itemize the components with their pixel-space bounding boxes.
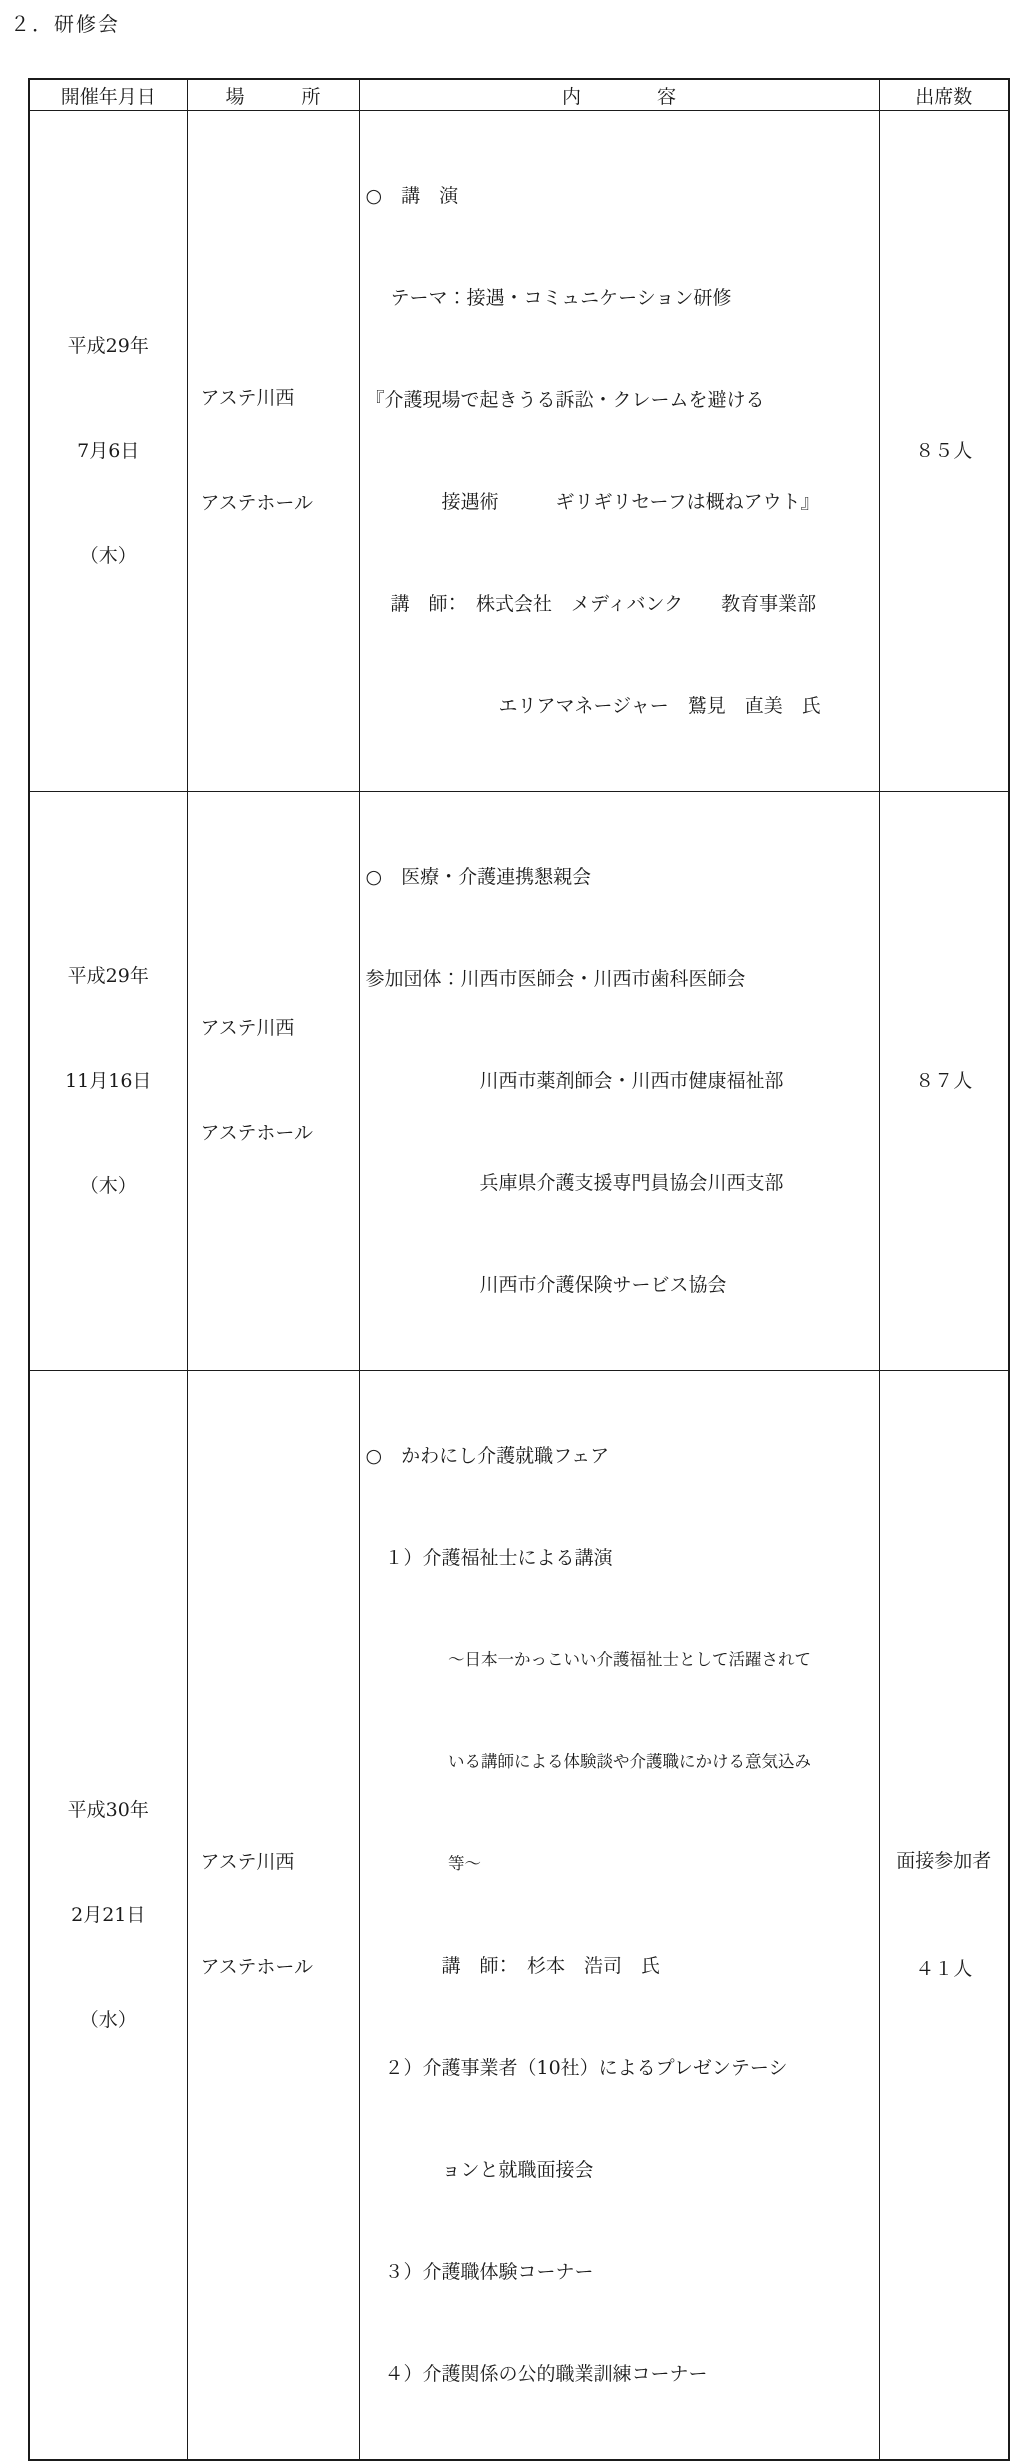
- date-line: 11月16日: [65, 1069, 152, 1092]
- place-cell: [187, 792, 359, 1371]
- training-sessions-table: [28, 78, 1010, 2461]
- date-line: 平成30年: [67, 1798, 149, 1821]
- content-line: ○ かわにし介護就職フェア: [365, 1445, 610, 1467]
- date-line: （水）: [79, 2008, 137, 2031]
- attendance-label: 面接参加者: [896, 1850, 992, 1872]
- content-line: ○ 講 演: [365, 185, 459, 207]
- attendance-cell: [879, 792, 1009, 1371]
- date-line: 7月6日: [77, 439, 140, 462]
- date-line: （木）: [79, 544, 137, 567]
- col-header-place: 場 所: [187, 79, 359, 111]
- content-line: ４）介護関係の公的職業訓練コーナー: [365, 2363, 708, 2385]
- date-line: 2月21日: [71, 1903, 146, 1926]
- place-cell: [187, 1371, 359, 2461]
- place-line: アステ川西: [200, 387, 295, 409]
- content-line: テーマ：接遇・コミュニケーション研修: [365, 287, 732, 309]
- col-header-date: 開催年月日: [29, 79, 187, 111]
- content-line: 川西市介護保険サービス協会: [365, 1274, 727, 1296]
- attendance-count: ４１人: [915, 1958, 973, 1980]
- col-header-content: 内 容: [359, 79, 879, 111]
- table-header-row: [29, 79, 1009, 111]
- content-line: ２）介護事業者（10社）によるプレゼンテーシ: [365, 2057, 788, 2079]
- table-row: [29, 1371, 1009, 2461]
- place-line: アステ川西: [200, 1851, 295, 1873]
- content-cell: [359, 1371, 879, 2461]
- place-line: アステ川西: [200, 1017, 295, 1039]
- date-line: 平成29年: [67, 334, 149, 357]
- attendance-cell: [879, 1371, 1009, 2461]
- content-line: 参加団体：川西市医師会・川西市歯科医師会: [365, 968, 746, 990]
- date-cell: [29, 792, 187, 1371]
- place-line: アステホール: [200, 492, 313, 514]
- content-line: 講 師： 株式会社 メディバンク 教育事業部: [365, 593, 817, 615]
- content-line: ○ 医療・介護連携懇親会: [365, 866, 592, 888]
- date-cell: [29, 1371, 187, 2461]
- place-line: アステホール: [200, 1122, 313, 1144]
- content-line: 『介護現場で起きうる訴訟・クレームを避ける: [365, 389, 765, 411]
- document-title: ２．研修会: [10, 12, 120, 36]
- attendance-cell: [879, 111, 1009, 792]
- content-line: 兵庫県介護支援専門員協会川西支部: [365, 1172, 784, 1194]
- content-line: ３）介護職体験コーナー: [365, 2261, 594, 2283]
- content-cell: [359, 792, 879, 1371]
- content-line: エリアマネージャー 鷲見 直美 氏: [365, 695, 821, 717]
- content-line: いる講師による体験談や介護職にかける意気込み: [365, 1752, 811, 1771]
- date-line: （木）: [79, 1174, 137, 1197]
- place-cell: [187, 111, 359, 792]
- date-cell: [29, 111, 187, 792]
- content-line: 講 師： 杉本 浩司 氏: [365, 1955, 661, 1977]
- content-line: 等～: [365, 1854, 481, 1873]
- table-row: [29, 792, 1009, 1371]
- date-line: 平成29年: [67, 964, 149, 987]
- content-line: 川西市薬剤師会・川西市健康福祉部: [365, 1070, 784, 1092]
- attendance-count: ８７人: [915, 1070, 973, 1092]
- content-line: 接遇術 ギリギリセーフは概ねアウト』: [365, 491, 820, 513]
- content-line: ョンと就職面接会: [365, 2159, 594, 2181]
- content-cell: [359, 111, 879, 792]
- place-line: アステホール: [200, 1956, 313, 1978]
- content-line: １）介護福祉士による講演: [365, 1547, 613, 1569]
- attendance-count: ８５人: [915, 440, 973, 462]
- table-row: [29, 111, 1009, 792]
- content-line: ～日本一かっこいい介護福祉士として活躍されて: [365, 1650, 811, 1669]
- col-header-attendance: 出席数: [879, 79, 1009, 111]
